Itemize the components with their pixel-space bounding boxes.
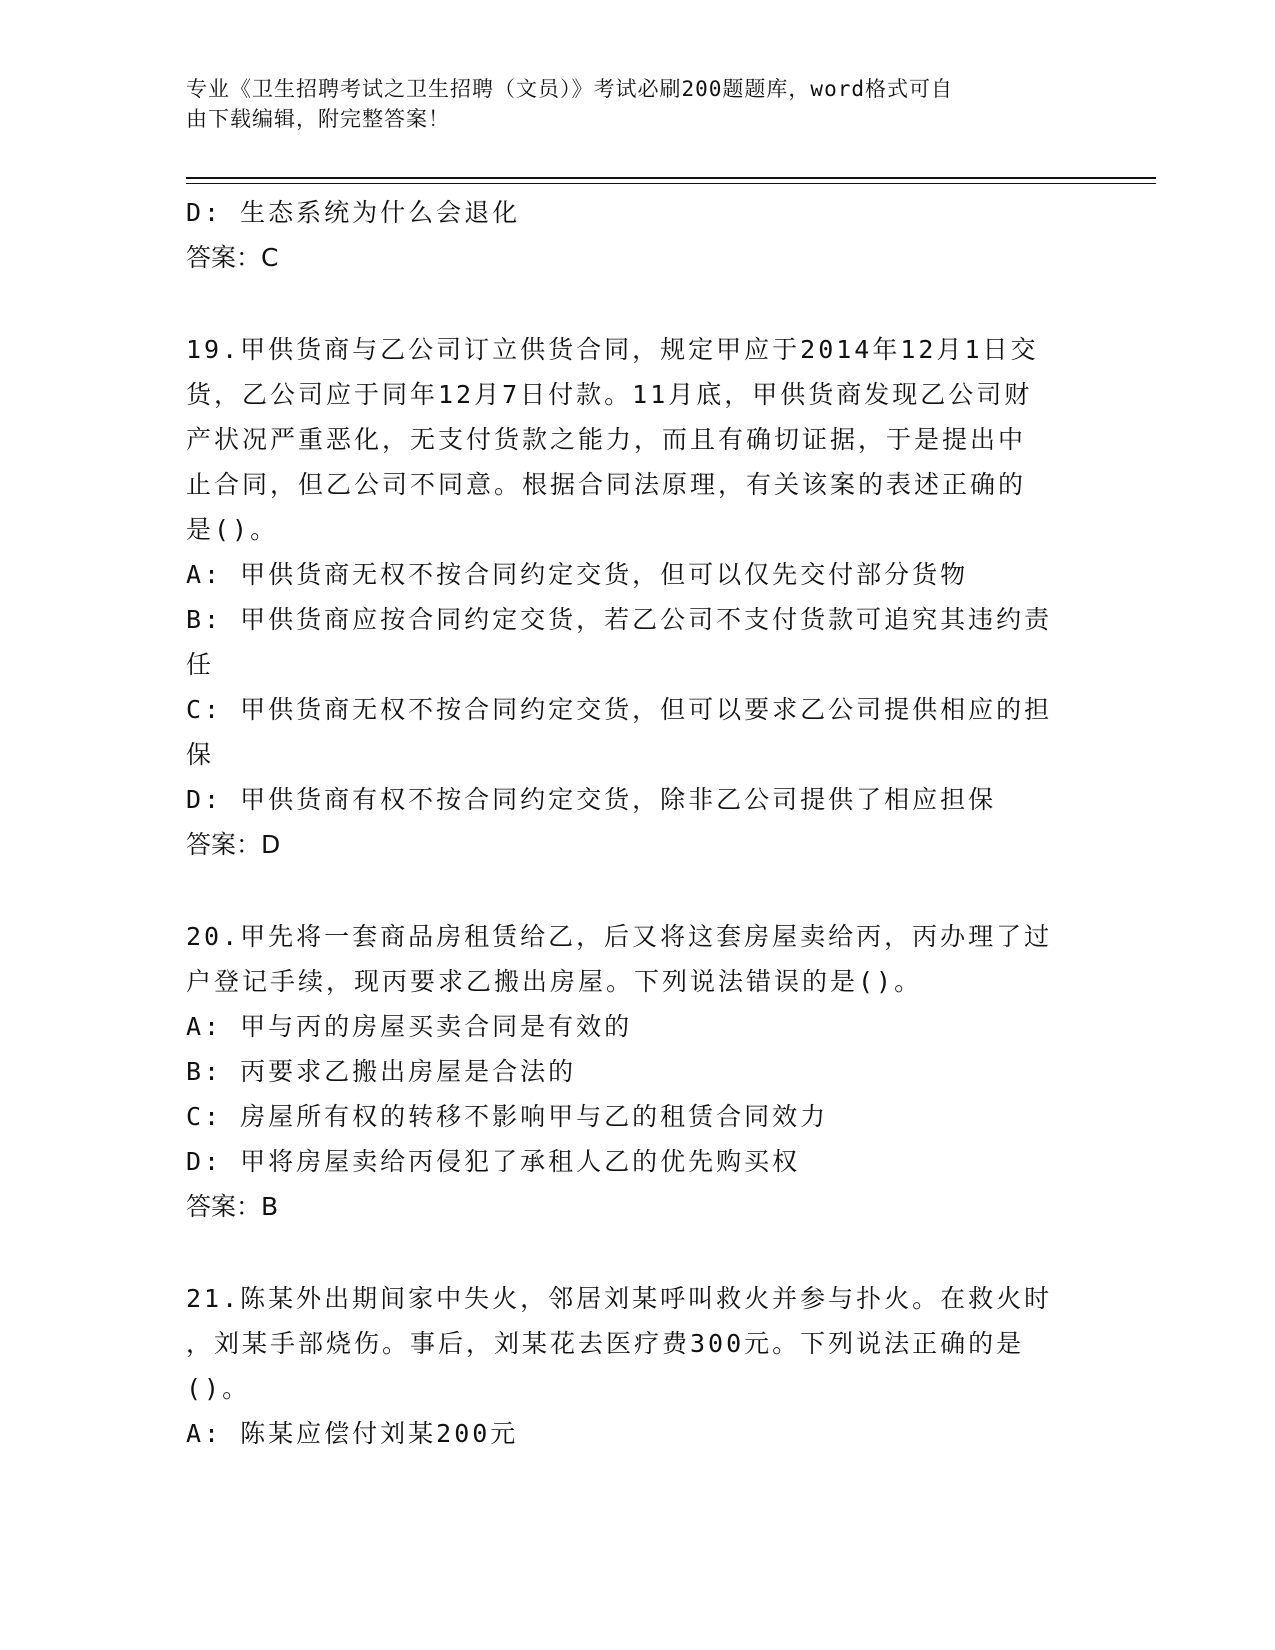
document-body <box>186 190 1086 1456</box>
question-stem-line: ()。 <box>186 1374 251 1403</box>
question-stem-line: 货，乙公司应于同年12月7日付款。11月底，甲供货商发现乙公司财 <box>186 380 1033 409</box>
answer: 答案：C <box>186 243 279 272</box>
option-a: A: 甲供货商无权不按合同约定交货，但可以仅先交付部分货物 <box>186 560 969 589</box>
question-stem-line: 产状况严重恶化，无支付货款之能力，而且有确切证据，于是提出中 <box>186 425 1027 454</box>
option-b: B: 丙要求乙搬出房屋是合法的 <box>186 1057 577 1086</box>
option-d: D: 甲将房屋卖给丙侵犯了承租人乙的优先购买权 <box>186 1147 801 1176</box>
question-stem-line: 户登记手续，现丙要求乙搬出房屋。下列说法错误的是()。 <box>186 967 923 996</box>
question-stem-line: 19.甲供货商与乙公司订立供货合同，规定甲应于2014年12月1日交 <box>186 335 1039 364</box>
header-rule-thin <box>186 183 1156 184</box>
option-b: B: 甲供货商应按合同约定交货，若乙公司不支付货款可追究其违约责 <box>186 605 1053 634</box>
option-c-continued: 保 <box>186 740 215 769</box>
question-19 <box>186 327 1086 867</box>
option-a: A: 陈某应偿付刘某200元 <box>186 1419 519 1448</box>
question-stem-line: ，刘某手部烧伤。事后，刘某花去医疗费300元。下列说法正确的是 <box>186 1329 1025 1358</box>
answer: 答案：B <box>186 1192 279 1221</box>
header-title-line-2: 由下载编辑，附完整答案！ <box>186 107 450 131</box>
question-stem-line: 21.陈某外出期间家中失火，邻居刘某呼叫救火并参与扑火。在救火时 <box>186 1284 1053 1313</box>
question-stem-line: 止合同，但乙公司不同意。根据合同法原理，有关该案的表述正确的 <box>186 470 1027 499</box>
question-21 <box>186 1276 1086 1456</box>
option-d: D: 甲供货商有权不按合同约定交货，除非乙公司提供了相应担保 <box>186 785 997 814</box>
option-b-continued: 任 <box>186 650 215 679</box>
document-header <box>186 74 1066 134</box>
question-18-tail <box>186 190 1086 280</box>
header-rule-thick <box>186 177 1156 179</box>
question-stem-line: 是()。 <box>186 515 279 544</box>
answer: 答案：D <box>186 830 281 859</box>
question-20 <box>186 914 1086 1229</box>
option-c: C: 甲供货商无权不按合同约定交货，但可以要求乙公司提供相应的担 <box>186 695 1053 724</box>
header-title-line-1: 专业《卫生招聘考试之卫生招聘（文员）》考试必刷200题题库，word格式可自 <box>186 77 953 101</box>
question-stem-line: 20.甲先将一套商品房租赁给乙，后又将这套房屋卖给丙，丙办理了过 <box>186 922 1053 951</box>
option-a: A: 甲与丙的房屋买卖合同是有效的 <box>186 1012 633 1041</box>
option-d: D: 生态系统为什么会退化 <box>186 198 521 227</box>
option-c: C: 房屋所有权的转移不影响甲与乙的租赁合同效力 <box>186 1102 829 1131</box>
